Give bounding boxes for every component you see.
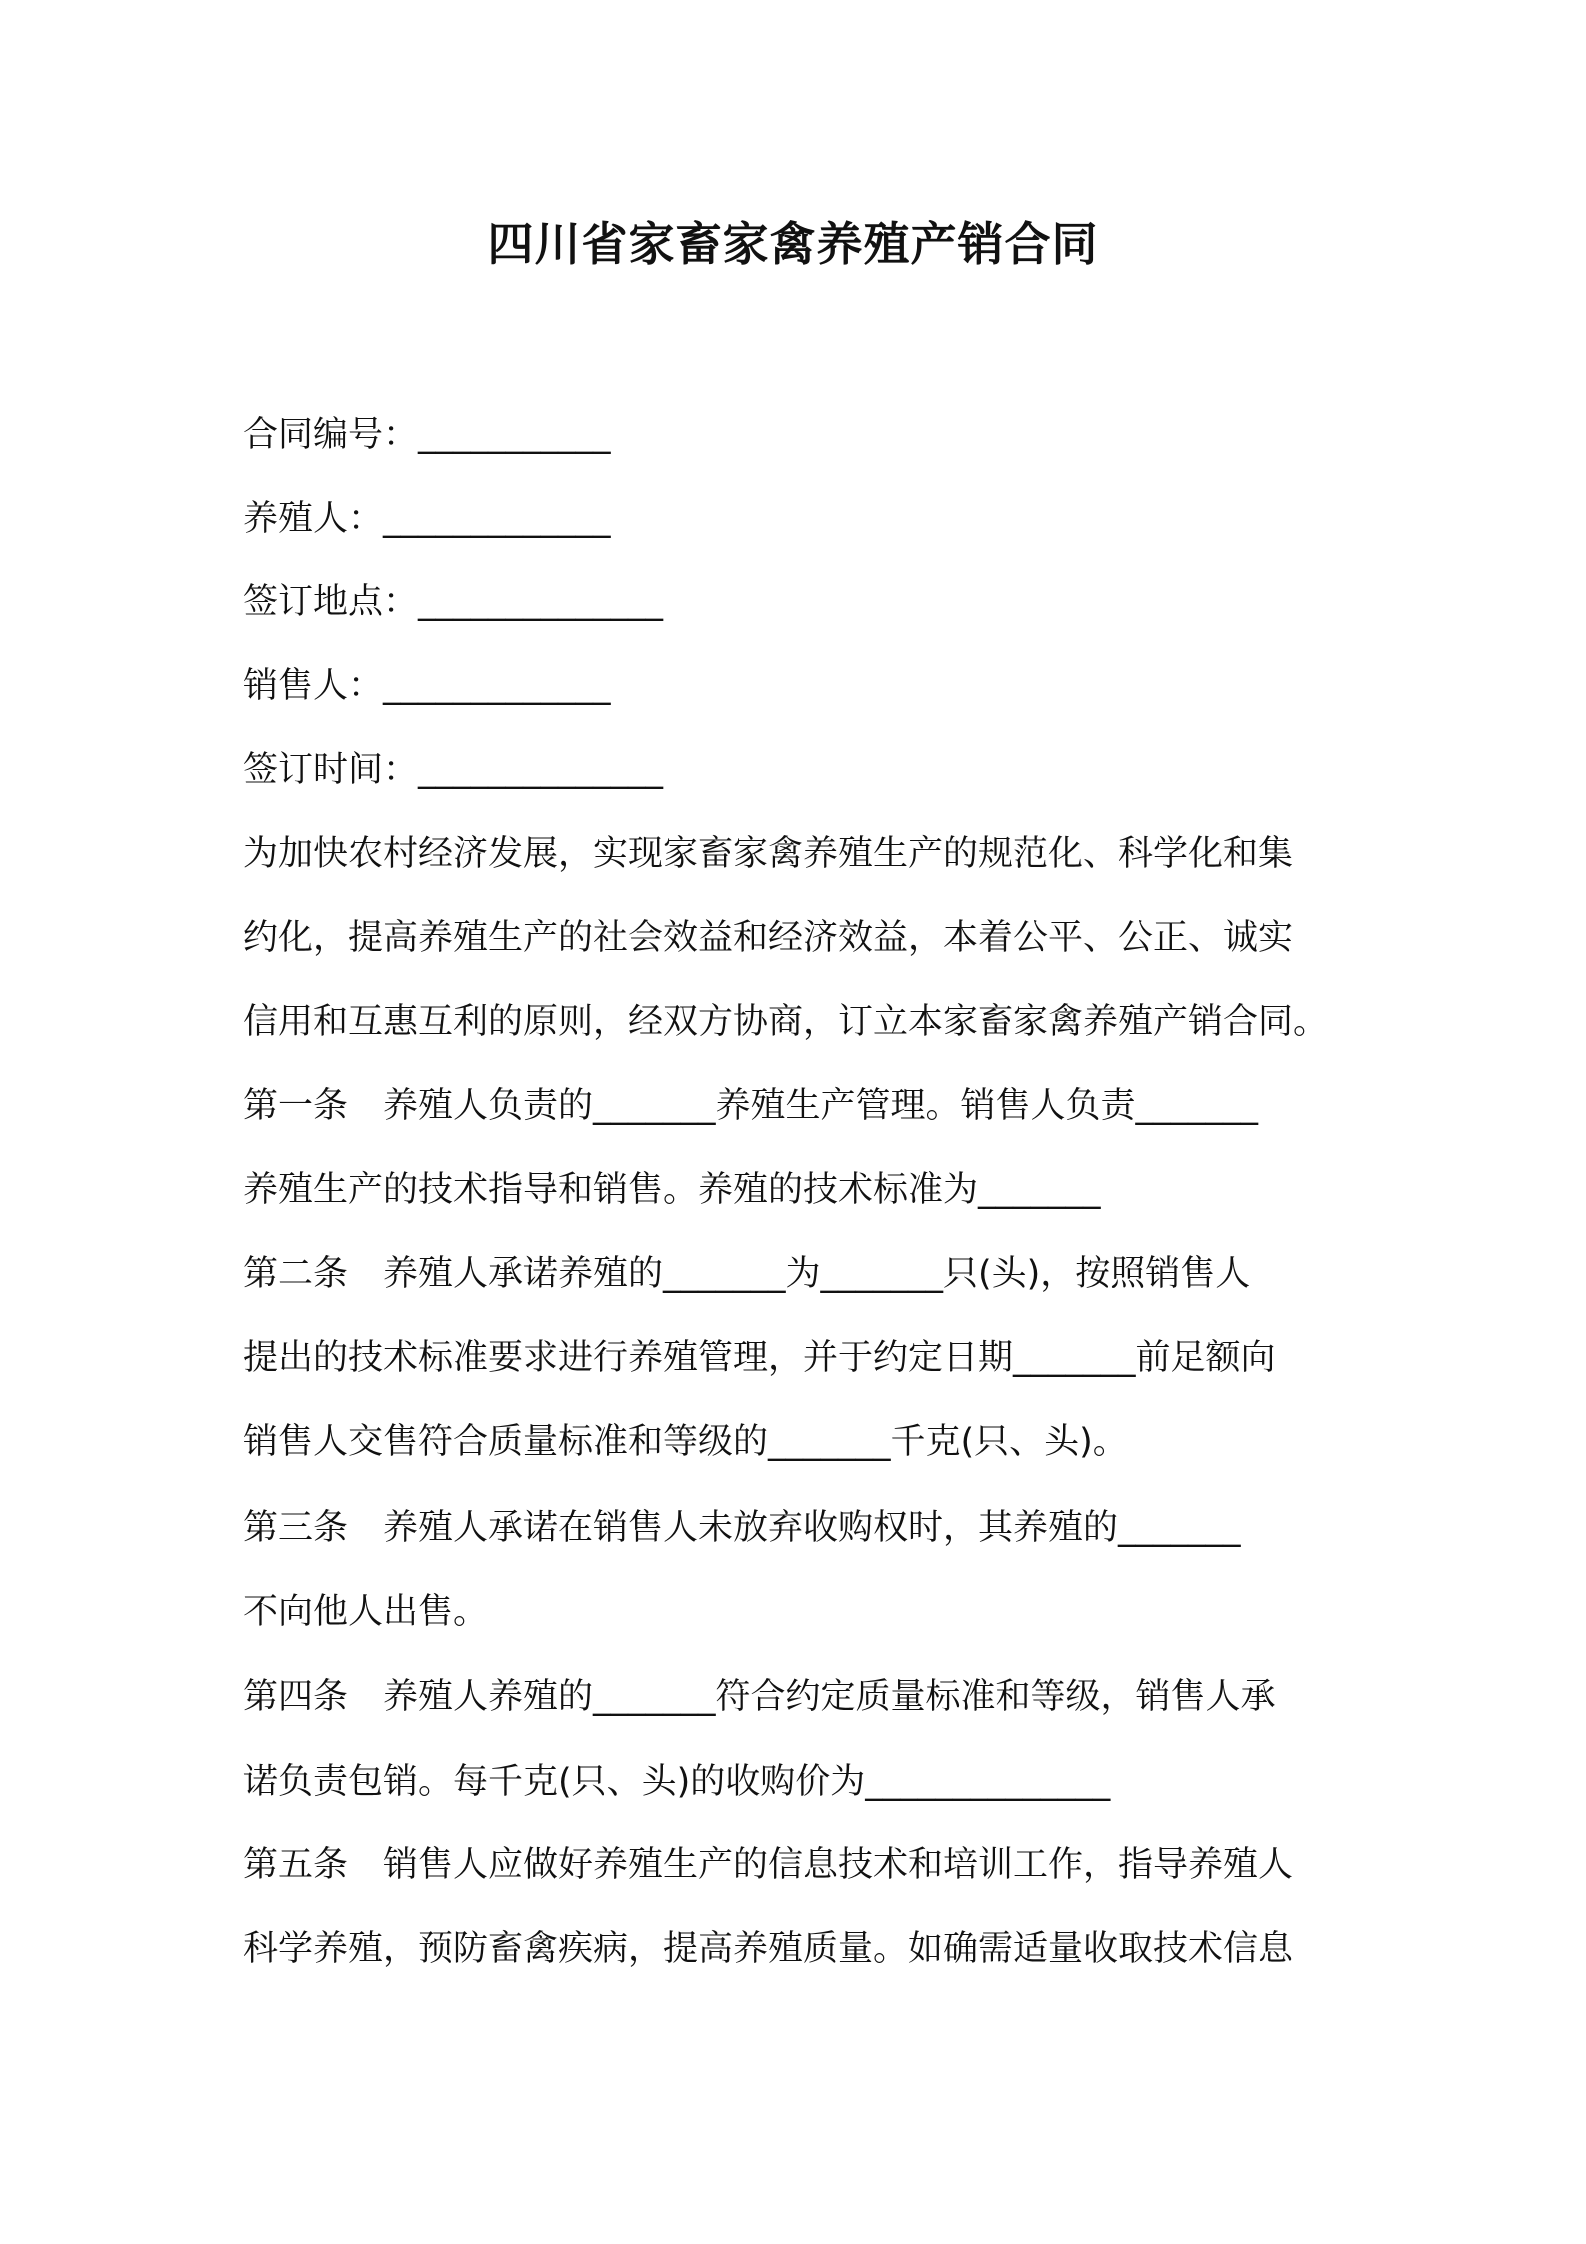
document-title: 四川省家畜家禽养殖产销合同 (487, 217, 1099, 271)
article-4-line-2: 诺负责包销。每千克(只、头)的收购价为______________ (243, 1762, 1111, 1802)
signing-place-line: 签订地点：______________ (243, 582, 664, 622)
article-5-line-1: 第五条 销售人应做好养殖生产的信息技术和培训工作，指导养殖人 (243, 1845, 1294, 1885)
article-5-line-2: 科学养殖，预防畜禽疾病，提高养殖质量。如确需适量收取技术信息 (243, 1929, 1294, 1969)
article-4-line-1: 第四条 养殖人养殖的_______符合约定质量标准和等级，销售人承 (243, 1677, 1276, 1717)
preamble-line-3: 信用和互惠互利的原则，经双方协商，订立本家畜家禽养殖产销合同。 (243, 1002, 1329, 1042)
seller-line: 销售人：_____________ (243, 666, 611, 706)
article-3-line-1: 第三条 养殖人承诺在销售人未放弃收购权时，其养殖的_______ (243, 1508, 1241, 1548)
preamble-line-2: 约化，提高养殖生产的社会效益和经济效益，本着公平、公正、诚实 (243, 918, 1294, 958)
preamble-line-1: 为加快农村经济发展，实现家畜家禽养殖生产的规范化、科学化和集 (243, 834, 1294, 874)
article-2-line-3: 销售人交售符合质量标准和等级的_______千克(只、头)。 (243, 1422, 1128, 1462)
article-2-line-1: 第二条 养殖人承诺养殖的_______为_______只(头)，按照销售人 (243, 1254, 1251, 1294)
article-2-line-2: 提出的技术标准要求进行养殖管理，并于约定日期_______前足额向 (243, 1338, 1276, 1378)
article-1-line-1: 第一条 养殖人负责的_______养殖生产管理。销售人负责_______ (243, 1086, 1259, 1126)
breeder-line: 养殖人：_____________ (243, 499, 611, 539)
article-1-line-2: 养殖生产的技术指导和销售。养殖的技术标准为_______ (243, 1170, 1101, 1210)
contract-number-line: 合同编号：___________ (243, 415, 611, 455)
signing-date-line: 签订时间：______________ (243, 750, 664, 790)
article-3-line-2: 不向他人出售。 (243, 1592, 489, 1632)
